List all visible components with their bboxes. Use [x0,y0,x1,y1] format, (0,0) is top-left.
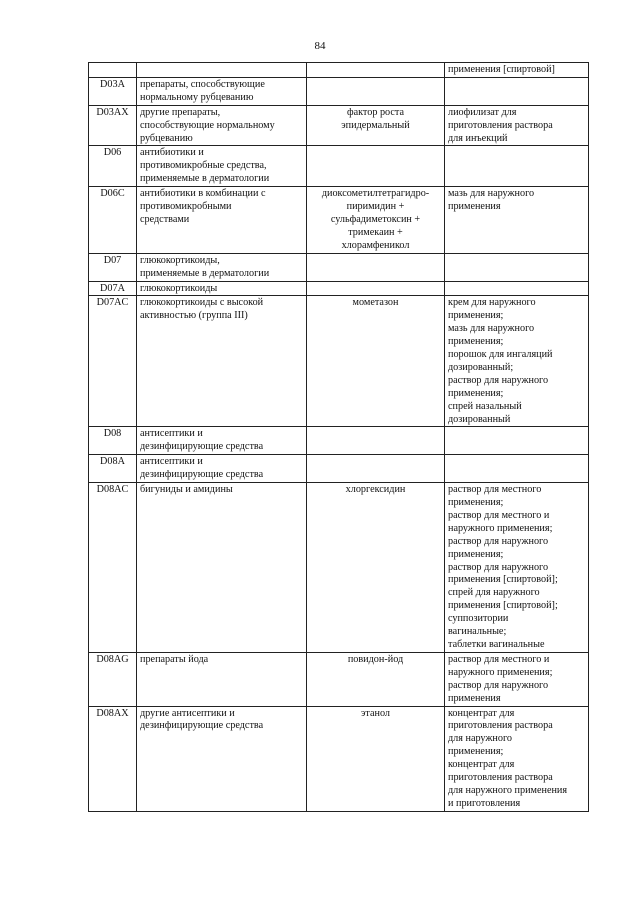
dosage-form-line: лиофилизат для [448,106,517,118]
dosage-form-cell [445,253,589,281]
dosage-form-line: спрей назальный [448,400,522,412]
atc-code-cell [89,63,137,78]
table-row [89,63,589,78]
drug-name-line: хлоргексидин [345,484,406,496]
dosage-form-cell [445,146,589,187]
dosage-form-line: применения [спиртовой] [448,64,555,75]
drug-name-line: мометазон [352,297,399,309]
drug-name-cell [307,652,445,706]
group-name-cell [137,483,307,653]
dosage-form-line: приготовления раствора [448,720,553,732]
dosage-form-line: и приготовления [448,797,521,809]
group-name-line: дезинфицирующие средства [140,441,264,453]
atc-code-cell: D08AC [89,483,137,653]
dosage-form-cell [445,455,589,483]
table-row [89,253,589,281]
table-body [89,63,589,812]
group-name-line: антибиотики и [140,147,204,159]
dosage-form-line: применения; [448,336,504,348]
group-name-cell [137,77,307,105]
dosage-form-cell [445,105,589,146]
table-row [89,105,589,146]
atc-code-cell: D08A [89,455,137,483]
drug-name-line: хлорамфеникол [341,239,410,251]
atc-code-cell: D07 [89,253,137,281]
dosage-form-line: применения; [448,548,504,560]
dosage-form-line: применения; [448,497,504,508]
group-name-line: глюкокортикоиды, [140,254,220,266]
group-name-line: препараты йода [140,653,209,665]
group-name-cell [137,281,307,296]
drug-name-cell [307,483,445,653]
dosage-form-line: применения [448,692,501,704]
atc-code-cell: D03AX [89,105,137,146]
table-row [89,706,589,811]
dosage-form-line: крем для наружного [448,297,536,309]
table-row [89,146,589,187]
group-name-line: другие препараты, [140,106,221,118]
drug-name-line: эпидермальный [341,119,410,131]
drug-name-cell [307,706,445,811]
group-name-cell [137,706,307,811]
dosage-form-line: применения; [448,310,504,322]
drug-name-cell [307,77,445,105]
group-name-line: нормальному рубцеванию [140,91,254,103]
atc-code-cell: D07A [89,281,137,296]
group-name-line: другие антисептики и [140,707,235,719]
dosage-form-line: раствор для наружного [448,679,549,691]
dosage-form-cell [445,296,589,427]
dosage-form-line: приготовления раствора [448,772,553,784]
table-row [89,77,589,105]
table-row [89,652,589,706]
dosage-form-line: раствор для наружного [448,561,549,573]
dosage-form-cell [445,187,589,254]
dosage-form-line: дозированный; [448,361,514,373]
group-name-line: глюкокортикоиды с высокой [140,297,264,309]
drug-name-line: тримекаин + [348,226,403,238]
group-name-line: средствами [140,213,190,225]
dosage-form-line: мазь для наружного [448,188,535,200]
group-name-line: дезинфицирующие средства [140,720,264,732]
dosage-form-cell [445,706,589,811]
dosage-form-line: спрей для наружного [448,587,540,599]
drug-name-cell [307,281,445,296]
group-name-line: способствующие нормальному [140,119,275,131]
dosage-form-line: применения; [448,746,504,758]
dosage-form-cell [445,652,589,706]
dosage-form-line: наружного применения; [448,666,553,678]
group-name-cell [137,63,307,78]
group-name-line: противомикробными [140,201,232,213]
dosage-form-line: приготовления раствора [448,119,553,131]
dosage-form-line: порошок для ингаляций [448,349,553,361]
drug-name-cell [307,427,445,455]
group-name-line: активностью (группа III) [140,310,248,322]
table-row [89,483,589,653]
group-name-line: препараты, способствующие [140,78,265,90]
dosage-form-line: наружного применения; [448,522,553,534]
group-name-line: антибиотики в комбинации с [140,188,266,200]
dosage-form-line: для инъекций [448,132,508,144]
group-name-line: антисептики и [140,456,203,468]
table-row [89,296,589,427]
group-name-line: рубцеванию [140,132,193,144]
group-name-line: противомикробные средства, [140,160,267,172]
group-name-line: бигуниды и амидины [140,484,233,496]
group-name-cell [137,253,307,281]
drug-name-cell [307,296,445,427]
group-name-cell [137,105,307,146]
dosage-form-line: мазь для наружного [448,323,535,335]
dosage-form-line: вагинальные; [448,626,507,638]
dosage-form-line: применения [спиртовой]; [448,574,558,586]
atc-code-cell: D08AX [89,706,137,811]
group-name-cell [137,146,307,187]
group-name-cell [137,455,307,483]
dosage-form-line: раствор для местного и [448,509,550,521]
drug-name-line: этанол [361,707,390,719]
drug-name-cell [307,253,445,281]
table-row [89,427,589,455]
atc-code-cell: D03A [89,77,137,105]
group-name-cell [137,187,307,254]
drug-name-line: фактор роста [346,106,405,118]
table-row [89,187,589,254]
group-name-line: применяемые в дерматологии [140,267,270,279]
drug-name-line: пиримидин + [346,201,405,213]
dosage-form-cell [445,281,589,296]
group-name-line: антисептики и [140,428,203,440]
dosage-form-line: концентрат для [448,707,515,719]
drug-name-cell [307,455,445,483]
dosage-form-line: суппозитории [448,613,509,625]
dosage-form-line: концентрат для [448,759,515,771]
page-number: 84 [314,40,326,52]
atc-code-cell: D08AG [89,652,137,706]
group-name-cell [137,652,307,706]
dosage-form-cell [445,483,589,653]
drug-name-cell [307,146,445,187]
dosage-form-line: для наружного [448,733,512,745]
dosage-form-line: применения [448,201,501,213]
dosage-form-line: для наружного применения [448,784,568,796]
group-name-cell [137,427,307,455]
drug-list-table [88,62,589,812]
dosage-form-line: дозированный [448,413,511,425]
group-name-cell [137,296,307,427]
group-name-line: глюкокортикоиды [140,282,218,294]
drug-name-line: повидон-йод [347,653,404,665]
atc-code-cell: D06C [89,187,137,254]
dosage-form-cell [445,77,589,105]
atc-code-cell: D06 [89,146,137,187]
table-row [89,281,589,296]
dosage-form-line: применения; [448,387,504,399]
dosage-form-cell [445,63,589,78]
drug-name-cell [307,187,445,254]
dosage-form-line: раствор для наружного [448,535,549,547]
dosage-form-line: раствор для местного и [448,653,550,665]
drug-name-cell [307,63,445,78]
drug-name-line: сульфадиметоксин + [330,213,421,225]
dosage-form-line: раствор для наружного [448,374,549,386]
dosage-form-line: раствор для местного [448,484,542,496]
dosage-form-line: таблетки вагинальные [448,638,545,650]
table-row [89,455,589,483]
group-name-line: дезинфицирующие средства [140,469,264,481]
drug-name-cell [307,105,445,146]
atc-code-cell: D07AC [89,296,137,427]
dosage-form-cell [445,427,589,455]
dosage-form-line: применения [спиртовой]; [448,600,558,612]
group-name-line: применяемые в дерматологии [140,173,270,185]
drug-name-line: диоксометилтетрагидро- [321,188,430,200]
atc-code-cell: D08 [89,427,137,455]
